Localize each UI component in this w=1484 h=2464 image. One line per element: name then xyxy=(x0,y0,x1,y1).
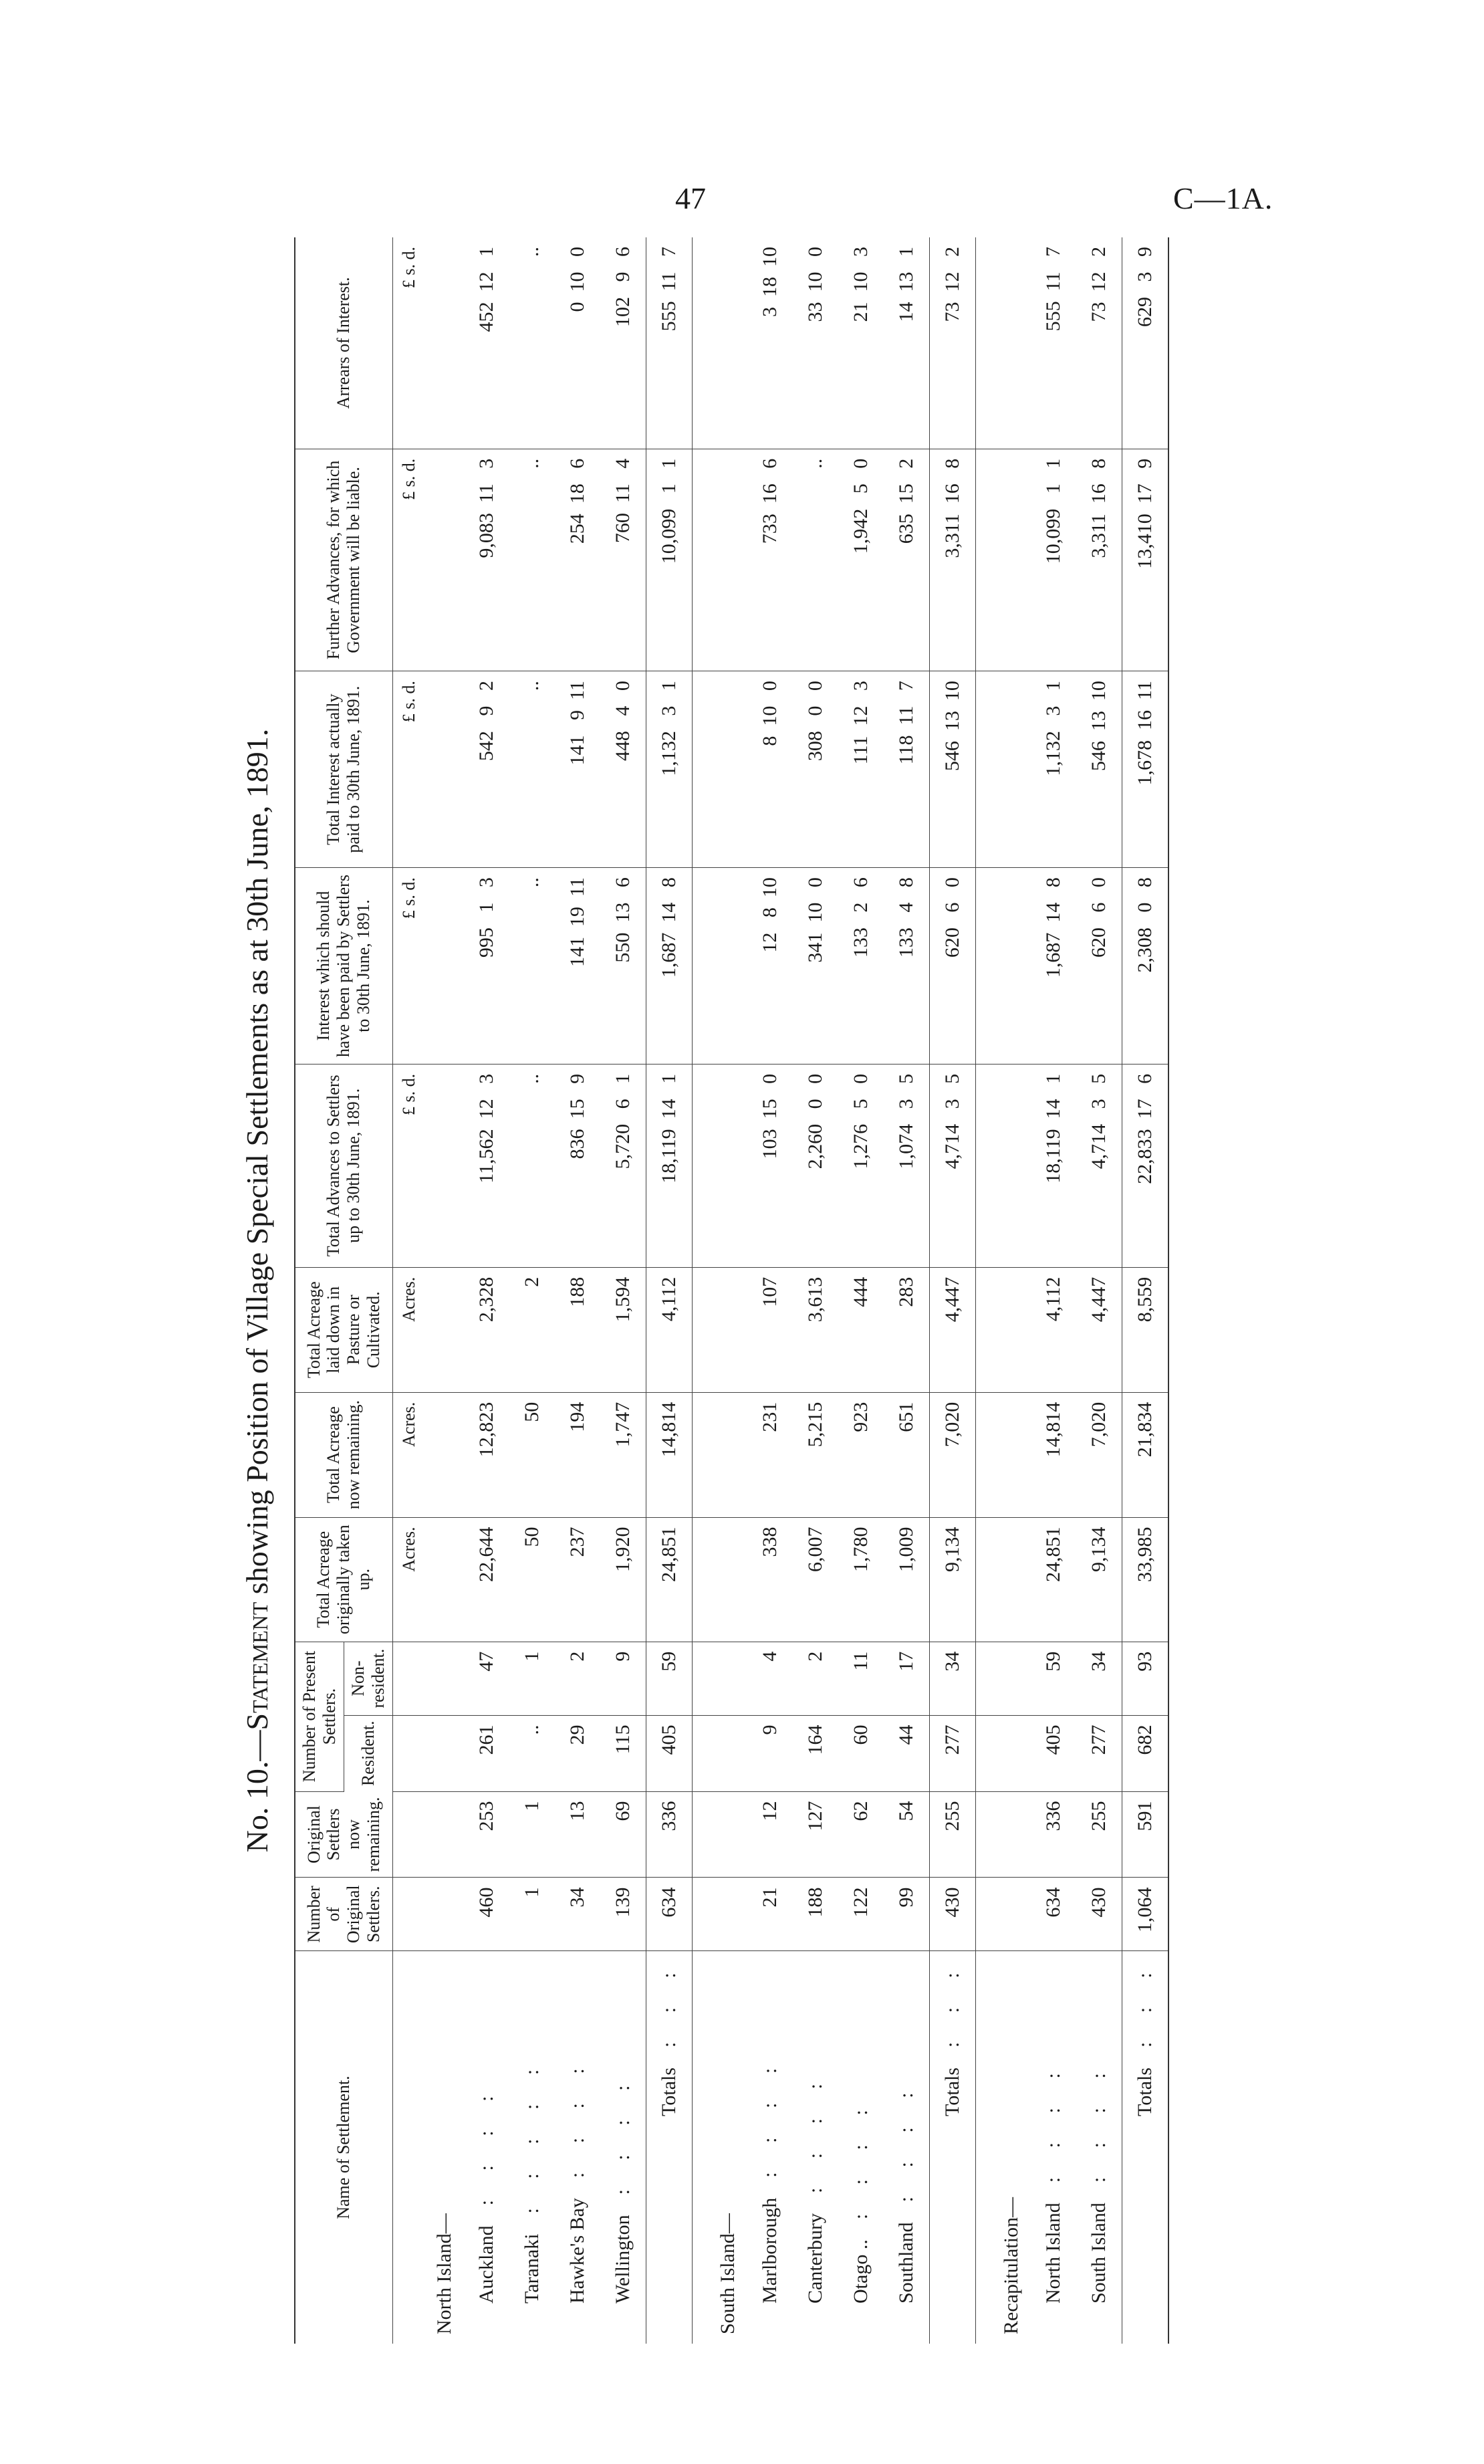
cell-non-resident: 34 xyxy=(929,1642,975,1715)
cell-remaining-settlers: 127 xyxy=(793,1791,838,1878)
cell-acreage-taken: 1,920 xyxy=(600,1517,646,1642)
cell-arrears: 0 10 0 xyxy=(555,237,600,449)
cell-interest-paid: 542 9 2 xyxy=(464,671,509,868)
cell-non-resident: 59 xyxy=(1031,1642,1076,1715)
cell-arrears: 629 3 9 xyxy=(1122,237,1168,449)
cell-non-resident: 9 xyxy=(600,1642,646,1715)
cell-interest-paid: 1,132 3 1 xyxy=(646,671,692,868)
cell-further-advances: 13,410 17 9 xyxy=(1122,449,1168,671)
settlement-name: Otago .. xyxy=(849,2239,872,2304)
cell-acreage-cultivated: 4,112 xyxy=(1031,1267,1076,1392)
cell-original-settlers: 122 xyxy=(838,1878,884,1951)
cell-acreage-cultivated: 2,328 xyxy=(464,1267,509,1392)
header-original-settlers: Number of Original Settlers. xyxy=(295,1878,392,1951)
cell-total-advances: 103 15 0 xyxy=(747,1064,793,1267)
leader-dots: : : : : xyxy=(1087,2061,1110,2183)
cell-further-advances: 9,083 11 3 xyxy=(464,449,509,671)
cell-total-advances: 1,074 3 5 xyxy=(884,1064,930,1267)
cell-acreage-taken: 6,007 xyxy=(793,1517,838,1642)
cell-total-advances: 22,833 17 6 xyxy=(1122,1064,1168,1267)
cell-remaining-settlers: 69 xyxy=(600,1791,646,1878)
cell-non-resident: 4 xyxy=(747,1642,793,1715)
cell-acreage-remaining: 194 xyxy=(555,1392,600,1517)
cell-acreage-taken: 50 xyxy=(509,1517,555,1642)
cell-acreage-remaining: 651 xyxy=(884,1392,930,1517)
cell-acreage-remaining: 7,020 xyxy=(1076,1392,1122,1517)
cell-original-settlers: 634 xyxy=(646,1878,692,1951)
group-label-north: North Island— xyxy=(432,2213,455,2334)
spacer-row xyxy=(692,237,709,2344)
settlement-name: Totals xyxy=(1133,2067,1156,2116)
group-row-south xyxy=(709,237,747,2344)
cell-arrears: 21 10 3 xyxy=(838,237,884,449)
cell-acreage-cultivated: 283 xyxy=(884,1267,930,1392)
header-non-resident: Non-resident. xyxy=(344,1642,392,1715)
cell-name xyxy=(838,1951,884,2344)
cell-non-resident: 47 xyxy=(464,1642,509,1715)
cell-original-settlers: 21 xyxy=(747,1878,793,1951)
cell-arrears: .. xyxy=(509,237,555,449)
cell-name xyxy=(464,1951,509,2344)
header-interest-paid: Total Interest actually paid to 30th June, 1891. xyxy=(295,671,392,868)
cell-remaining-settlers: 591 xyxy=(1122,1791,1168,1878)
cell-name xyxy=(793,1951,838,2344)
cell-interest-paid: 1,132 3 1 xyxy=(1031,671,1076,868)
cell-total-advances: 18,119 14 1 xyxy=(1031,1064,1076,1267)
cell-interest-due: 620 6 0 xyxy=(1076,868,1122,1065)
table-title-statement: Statement xyxy=(240,1601,274,1730)
cell-acreage-taken: 9,134 xyxy=(929,1517,975,1642)
table-row xyxy=(793,237,838,2344)
cell-acreage-cultivated: 188 xyxy=(555,1267,600,1392)
table-row xyxy=(464,237,509,2344)
cell-original-settlers: 634 xyxy=(1031,1878,1076,1951)
cell-resident: 277 xyxy=(1076,1715,1122,1791)
unit-lsd: £ s. d. xyxy=(392,449,425,671)
cell-further-advances: 760 11 4 xyxy=(600,449,646,671)
cell-remaining-settlers: 255 xyxy=(929,1791,975,1878)
cell-total-advances: 4,714 3 5 xyxy=(1076,1064,1122,1267)
leader-dots: : : : xyxy=(941,1961,963,2048)
cell-original-settlers: 1,064 xyxy=(1122,1878,1168,1951)
header-name: Name of Settlement. xyxy=(295,1951,392,2344)
cell-acreage-taken: 24,851 xyxy=(646,1517,692,1642)
settlement-name: Totals xyxy=(941,2067,963,2116)
header-resident: Resident. xyxy=(344,1715,392,1791)
document-reference: C—1A. xyxy=(1173,181,1273,215)
cell-total-advances: 836 15 9 xyxy=(555,1064,600,1267)
cell-resident: .. xyxy=(509,1715,555,1791)
group-row-north xyxy=(425,237,464,2344)
cell-remaining-settlers: 255 xyxy=(1076,1791,1122,1878)
cell-original-settlers: 99 xyxy=(884,1878,930,1951)
cell-acreage-cultivated: 4,447 xyxy=(929,1267,975,1392)
cell-total-advances: 1,276 5 0 xyxy=(838,1064,884,1267)
cell-name xyxy=(600,1951,646,2344)
cell-further-advances: 1,942 5 0 xyxy=(838,449,884,671)
leader-dots: : : : xyxy=(1133,1961,1156,2048)
cell-further-advances: .. xyxy=(509,449,555,671)
cell-arrears: 73 12 2 xyxy=(929,237,975,449)
cell-acreage-cultivated: 444 xyxy=(838,1267,884,1392)
cell-total-advances: 5,720 6 1 xyxy=(600,1064,646,1267)
settlement-name: South Island xyxy=(1087,2203,1110,2304)
cell-acreage-remaining: 50 xyxy=(509,1392,555,1517)
page-number: 47 xyxy=(675,181,706,215)
spacer-row xyxy=(975,237,992,2344)
header-interest-due: Interest which should have been paid by Settlers to 30th June, 1891. xyxy=(295,868,392,1065)
cell-acreage-taken: 237 xyxy=(555,1517,600,1642)
rotated-table-block xyxy=(227,237,1283,2344)
leader-dots: : : : : xyxy=(849,2098,872,2220)
cell-interest-due: 1,687 14 8 xyxy=(646,868,692,1065)
table-title-rest: showing Position of Village Special Settlements as at 30th June, 1891. xyxy=(240,728,274,1602)
cell-interest-paid: .. xyxy=(509,671,555,868)
cell-name xyxy=(509,1951,555,2344)
cell-interest-paid: 308 0 0 xyxy=(793,671,838,868)
cell-acreage-cultivated: 1,594 xyxy=(600,1267,646,1392)
cell-total-advances: 11,562 12 3 xyxy=(464,1064,509,1267)
cell-remaining-settlers: 62 xyxy=(838,1791,884,1878)
cell-interest-paid: 8 10 0 xyxy=(747,671,793,868)
cell-original-settlers: 430 xyxy=(929,1878,975,1951)
cell-remaining-settlers: 54 xyxy=(884,1791,930,1878)
cell-remaining-settlers: 253 xyxy=(464,1791,509,1878)
settlement-name: North Island xyxy=(1041,2203,1064,2304)
leader-dots: : : : : xyxy=(611,2073,634,2195)
cell-interest-due: 550 13 6 xyxy=(600,868,646,1065)
cell-acreage-cultivated: 2 xyxy=(509,1267,555,1392)
cell-interest-due: 995 1 3 xyxy=(464,868,509,1065)
cell-acreage-cultivated: 107 xyxy=(747,1267,793,1392)
cell-interest-paid: 1,678 16 11 xyxy=(1122,671,1168,868)
settlement-name: Southland xyxy=(894,2222,917,2304)
cell-original-settlers: 1 xyxy=(509,1878,555,1951)
cell-arrears: 452 12 1 xyxy=(464,237,509,449)
settlements-table xyxy=(294,237,1169,2344)
cell-non-resident: 17 xyxy=(884,1642,930,1715)
cell-interest-paid: 448 4 0 xyxy=(600,671,646,868)
cell-acreage-remaining: 21,834 xyxy=(1122,1392,1168,1517)
cell-acreage-taken: 33,985 xyxy=(1122,1517,1168,1642)
cell-name xyxy=(929,1951,975,2344)
cell-interest-paid: 118 11 7 xyxy=(884,671,930,868)
cell-further-advances: .. xyxy=(793,449,838,671)
totals-row xyxy=(646,237,692,2344)
cell-name xyxy=(1076,1951,1122,2344)
cell-interest-due: 141 19 11 xyxy=(555,868,600,1065)
cell-remaining-settlers: 336 xyxy=(1031,1791,1076,1878)
group-label-south: South Island— xyxy=(716,2213,739,2334)
cell-non-resident: 59 xyxy=(646,1642,692,1715)
cell-acreage-remaining: 1,747 xyxy=(600,1392,646,1517)
unit-lsd: £ s. d. xyxy=(392,1064,425,1267)
cell-resident: 115 xyxy=(600,1715,646,1791)
cell-interest-paid: 546 13 10 xyxy=(929,671,975,868)
cell-name xyxy=(884,1951,930,2344)
cell-remaining-settlers: 12 xyxy=(747,1791,793,1878)
cell-interest-due: 2,308 0 8 xyxy=(1122,868,1168,1065)
cell-interest-paid: 546 13 10 xyxy=(1076,671,1122,868)
group-row-recap xyxy=(992,237,1031,2344)
cell-non-resident: 34 xyxy=(1076,1642,1122,1715)
header-arrears: Arrears of Interest. xyxy=(295,237,392,449)
cell-resident: 60 xyxy=(838,1715,884,1791)
cell-interest-due: 1,687 14 8 xyxy=(1031,868,1076,1065)
totals-row xyxy=(929,237,975,2344)
cell-arrears: 555 11 7 xyxy=(1031,237,1076,449)
cell-non-resident: 2 xyxy=(555,1642,600,1715)
settlement-name: Wellington xyxy=(611,2215,634,2304)
cell-acreage-taken: 24,851 xyxy=(1031,1517,1076,1642)
header-acreage-cultivated: Total Acreage laid down in Pasture or Cultivated. xyxy=(295,1267,392,1392)
settlement-name: Hawke's Bay xyxy=(566,2198,588,2304)
cell-acreage-remaining: 5,215 xyxy=(793,1392,838,1517)
cell-resident: 44 xyxy=(884,1715,930,1791)
cell-resident: 29 xyxy=(555,1715,600,1791)
cell-further-advances: 3,311 16 8 xyxy=(1076,449,1122,671)
cell-arrears: 102 9 6 xyxy=(600,237,646,449)
cell-acreage-cultivated: 3,613 xyxy=(793,1267,838,1392)
cell-total-advances: 4,714 3 5 xyxy=(929,1064,975,1267)
cell-interest-due: 133 4 8 xyxy=(884,868,930,1065)
cell-non-resident: 93 xyxy=(1122,1642,1168,1715)
header-total-advances: Total Advances to Settlers up to 30th June, 1891. xyxy=(295,1064,392,1267)
cell-further-advances: 10,099 1 1 xyxy=(1031,449,1076,671)
header-present-settlers: Number of Present Settlers. xyxy=(295,1642,344,1791)
settlement-name: Taranaki xyxy=(520,2233,543,2304)
table-title xyxy=(227,237,287,2344)
table-title-prefix: No. 10.— xyxy=(240,1730,274,1853)
unit-lsd: £ s. d. xyxy=(392,671,425,868)
cell-total-advances: 2,260 0 0 xyxy=(793,1064,838,1267)
settlement-name: Marlborough xyxy=(758,2197,781,2304)
cell-arrears: 3 18 10 xyxy=(747,237,793,449)
cell-acreage-taken: 338 xyxy=(747,1517,793,1642)
cell-original-settlers: 139 xyxy=(600,1878,646,1951)
cell-resident: 261 xyxy=(464,1715,509,1791)
table-row xyxy=(1031,237,1076,2344)
cell-non-resident: 2 xyxy=(793,1642,838,1715)
cell-remaining-settlers: 13 xyxy=(555,1791,600,1878)
unit-lsd: £ s. d. xyxy=(392,868,425,1065)
cell-interest-due: 341 10 0 xyxy=(793,868,838,1065)
table-row xyxy=(838,237,884,2344)
header-remaining-settlers: Original Settlers now remaining. xyxy=(295,1791,392,1878)
cell-original-settlers: 34 xyxy=(555,1878,600,1951)
header-acreage-taken: Total Acreage originally taken up. xyxy=(295,1517,392,1642)
cell-acreage-taken: 1,780 xyxy=(838,1517,884,1642)
settlement-name: Totals xyxy=(657,2067,680,2116)
table-row xyxy=(509,237,555,2344)
cell-acreage-remaining: 14,814 xyxy=(646,1392,692,1517)
cell-further-advances: 10,099 1 1 xyxy=(646,449,692,671)
unit-acres: Acres. xyxy=(392,1392,425,1517)
cell-acreage-remaining: 923 xyxy=(838,1392,884,1517)
cell-name xyxy=(646,1951,692,2344)
cell-remaining-settlers: 336 xyxy=(646,1791,692,1878)
cell-arrears: 555 11 7 xyxy=(646,237,692,449)
cell-acreage-cultivated: 4,112 xyxy=(646,1267,692,1392)
cell-total-advances: 18,119 14 1 xyxy=(646,1064,692,1267)
cell-arrears: 14 13 1 xyxy=(884,237,930,449)
cell-interest-due: .. xyxy=(509,868,555,1065)
cell-resident: 405 xyxy=(1031,1715,1076,1791)
header-further-advances: Further Advances, for which Government will be liable. xyxy=(295,449,392,671)
cell-total-advances: .. xyxy=(509,1064,555,1267)
cell-arrears: 73 12 2 xyxy=(1076,237,1122,449)
table-row xyxy=(1076,237,1122,2344)
header-acreage-remaining: Total Acreage now remaining. xyxy=(295,1392,392,1517)
leader-dots: : : : : xyxy=(566,2056,588,2178)
cell-acreage-taken: 1,009 xyxy=(884,1517,930,1642)
cell-acreage-remaining: 7,020 xyxy=(929,1392,975,1517)
cell-further-advances: 733 16 6 xyxy=(747,449,793,671)
cell-acreage-remaining: 14,814 xyxy=(1031,1392,1076,1517)
cell-original-settlers: 460 xyxy=(464,1878,509,1951)
leader-dots: : : : : : xyxy=(520,2057,543,2214)
table-row xyxy=(555,237,600,2344)
leader-dots: : : : : xyxy=(758,2055,781,2178)
cell-acreage-taken: 22,644 xyxy=(464,1517,509,1642)
cell-name xyxy=(747,1951,793,2344)
settlement-name: Canterbury xyxy=(803,2213,826,2304)
cell-name xyxy=(1031,1951,1076,2344)
cell-interest-paid: 141 9 11 xyxy=(555,671,600,868)
cell-acreage-cultivated: 8,559 xyxy=(1122,1267,1168,1392)
cell-resident: 164 xyxy=(793,1715,838,1791)
leader-dots: : : : xyxy=(657,1961,680,2048)
cell-resident: 277 xyxy=(929,1715,975,1791)
cell-interest-paid: 111 12 3 xyxy=(838,671,884,868)
cell-name xyxy=(555,1951,600,2344)
cell-interest-due: 620 6 0 xyxy=(929,868,975,1065)
cell-non-resident: 1 xyxy=(509,1642,555,1715)
cell-name xyxy=(1122,1951,1168,2344)
cell-resident: 682 xyxy=(1122,1715,1168,1791)
table-row xyxy=(600,237,646,2344)
cell-non-resident: 11 xyxy=(838,1642,884,1715)
leader-dots: : : : : xyxy=(1041,2061,1064,2183)
table-row xyxy=(747,237,793,2344)
leader-dots: : : : : xyxy=(475,2084,497,2206)
cell-acreage-remaining: 231 xyxy=(747,1392,793,1517)
totals-row xyxy=(1122,237,1168,2344)
cell-resident: 9 xyxy=(747,1715,793,1791)
cell-interest-due: 133 2 6 xyxy=(838,868,884,1065)
units-row xyxy=(392,237,425,2344)
leader-dots: : : : : xyxy=(803,2071,826,2194)
table-row xyxy=(884,237,930,2344)
cell-resident: 405 xyxy=(646,1715,692,1791)
cell-interest-due: 12 8 10 xyxy=(747,868,793,1065)
unit-acres: Acres. xyxy=(392,1517,425,1642)
cell-remaining-settlers: 1 xyxy=(509,1791,555,1878)
cell-arrears: 33 10 0 xyxy=(793,237,838,449)
cell-original-settlers: 430 xyxy=(1076,1878,1122,1951)
cell-acreage-taken: 9,134 xyxy=(1076,1517,1122,1642)
cell-further-advances: 635 15 2 xyxy=(884,449,930,671)
cell-further-advances: 254 18 6 xyxy=(555,449,600,671)
settlement-name: Auckland xyxy=(475,2225,497,2304)
unit-lsd: £ s. d. xyxy=(392,237,425,449)
group-label-recap: Recapitulation— xyxy=(999,2197,1022,2334)
cell-acreage-cultivated: 4,447 xyxy=(1076,1267,1122,1392)
leader-dots: : : : : xyxy=(894,2080,917,2203)
cell-original-settlers: 188 xyxy=(793,1878,838,1951)
cell-acreage-remaining: 12,823 xyxy=(464,1392,509,1517)
unit-acres: Acres. xyxy=(392,1267,425,1392)
cell-further-advances: 3,311 16 8 xyxy=(929,449,975,671)
